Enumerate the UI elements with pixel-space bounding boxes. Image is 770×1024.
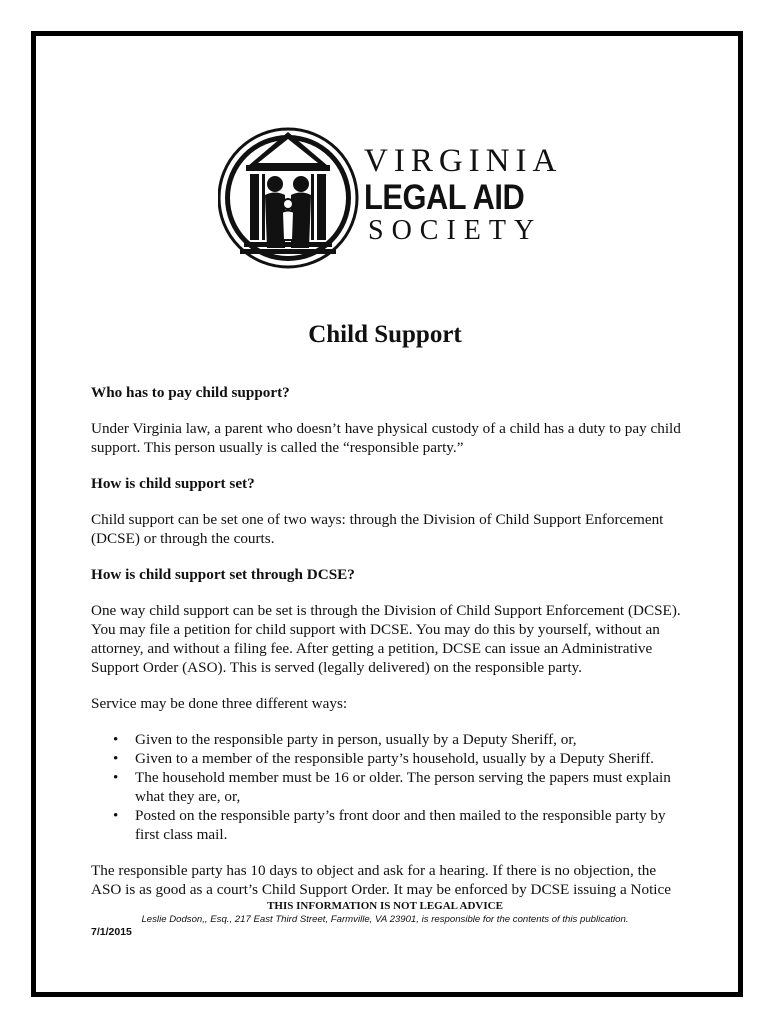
paragraph: One way child support can be set is through the Division of Child Support Enforcement (DCSE). You may file a petition for child support with DCSE. You may do this by yourself, without an attorney, and without a filing fee. After getting a petition, DCSE can issue an Administrative Support Order (ASO). This is served (legally delivered) on the responsible party. (91, 602, 681, 676)
responsibility-statement: Leslie Dodson,, Esq., 217 East Third Street, Farmville, VA 23901, is responsible for the contents of this publication. (141, 914, 629, 925)
legal-disclaimer: THIS INFORMATION IS NOT LEGAL ADVICE (267, 900, 503, 912)
logo-line-legal-aid: LEGAL AID (364, 178, 525, 217)
section-heading: How is child support set? (91, 475, 255, 492)
list-item (91, 806, 681, 844)
document-title: Child Support (308, 321, 462, 348)
list-item-text: The household member must be 16 or older. The person serving the papers must explain what they are, or, (135, 769, 671, 805)
paragraph: Child support can be set one of two ways: through the Division of Child Support Enforcement (DCSE) or through the courts. (91, 511, 664, 547)
list-item-text: Posted on the responsible party’s front door and then mailed to the responsible party by first class mail. (135, 807, 666, 843)
section-heading: How is child support set through DCSE? (91, 566, 355, 583)
bullet-icon: • (113, 769, 119, 786)
list-item (91, 730, 681, 749)
section-heading: Who has to pay child support? (91, 384, 290, 401)
service-methods-list (91, 730, 681, 844)
publication-date: 7/1/2015 (91, 926, 132, 938)
paragraph: Under Virginia law, a parent who doesn’t have physical custody of a child has a duty to pay child support. This person usually is called the “responsible party.” (91, 420, 681, 456)
document-body (91, 383, 681, 916)
bullet-icon: • (113, 807, 119, 824)
logo-wordmark (364, 144, 574, 246)
list-item-text: Given to the responsible party in person, usually by a Deputy Sheriff, or, (135, 731, 577, 748)
logo-line-virginia: VIRGINIA (364, 143, 563, 179)
page-footer (0, 900, 770, 938)
list-item (91, 768, 681, 806)
virginia-legal-aid-society-logo (218, 118, 568, 288)
logo-line-society: SOCIETY (368, 215, 543, 246)
bullet-icon: • (113, 731, 119, 748)
list-item-text: Given to a member of the responsible party’s household, usually by a Deputy Sheriff. (135, 750, 654, 767)
paragraph: Service may be done three different ways: (91, 695, 348, 712)
list-item (91, 749, 681, 768)
bullet-icon: • (113, 750, 119, 767)
paragraph: The responsible party has 10 days to object and ask for a hearing. If there is no objection, the ASO is as good as a court’s Child Support Order. It may be enforced by DCSE issuing a Notice (91, 862, 671, 898)
courthouse-family-emblem-icon (218, 118, 360, 276)
